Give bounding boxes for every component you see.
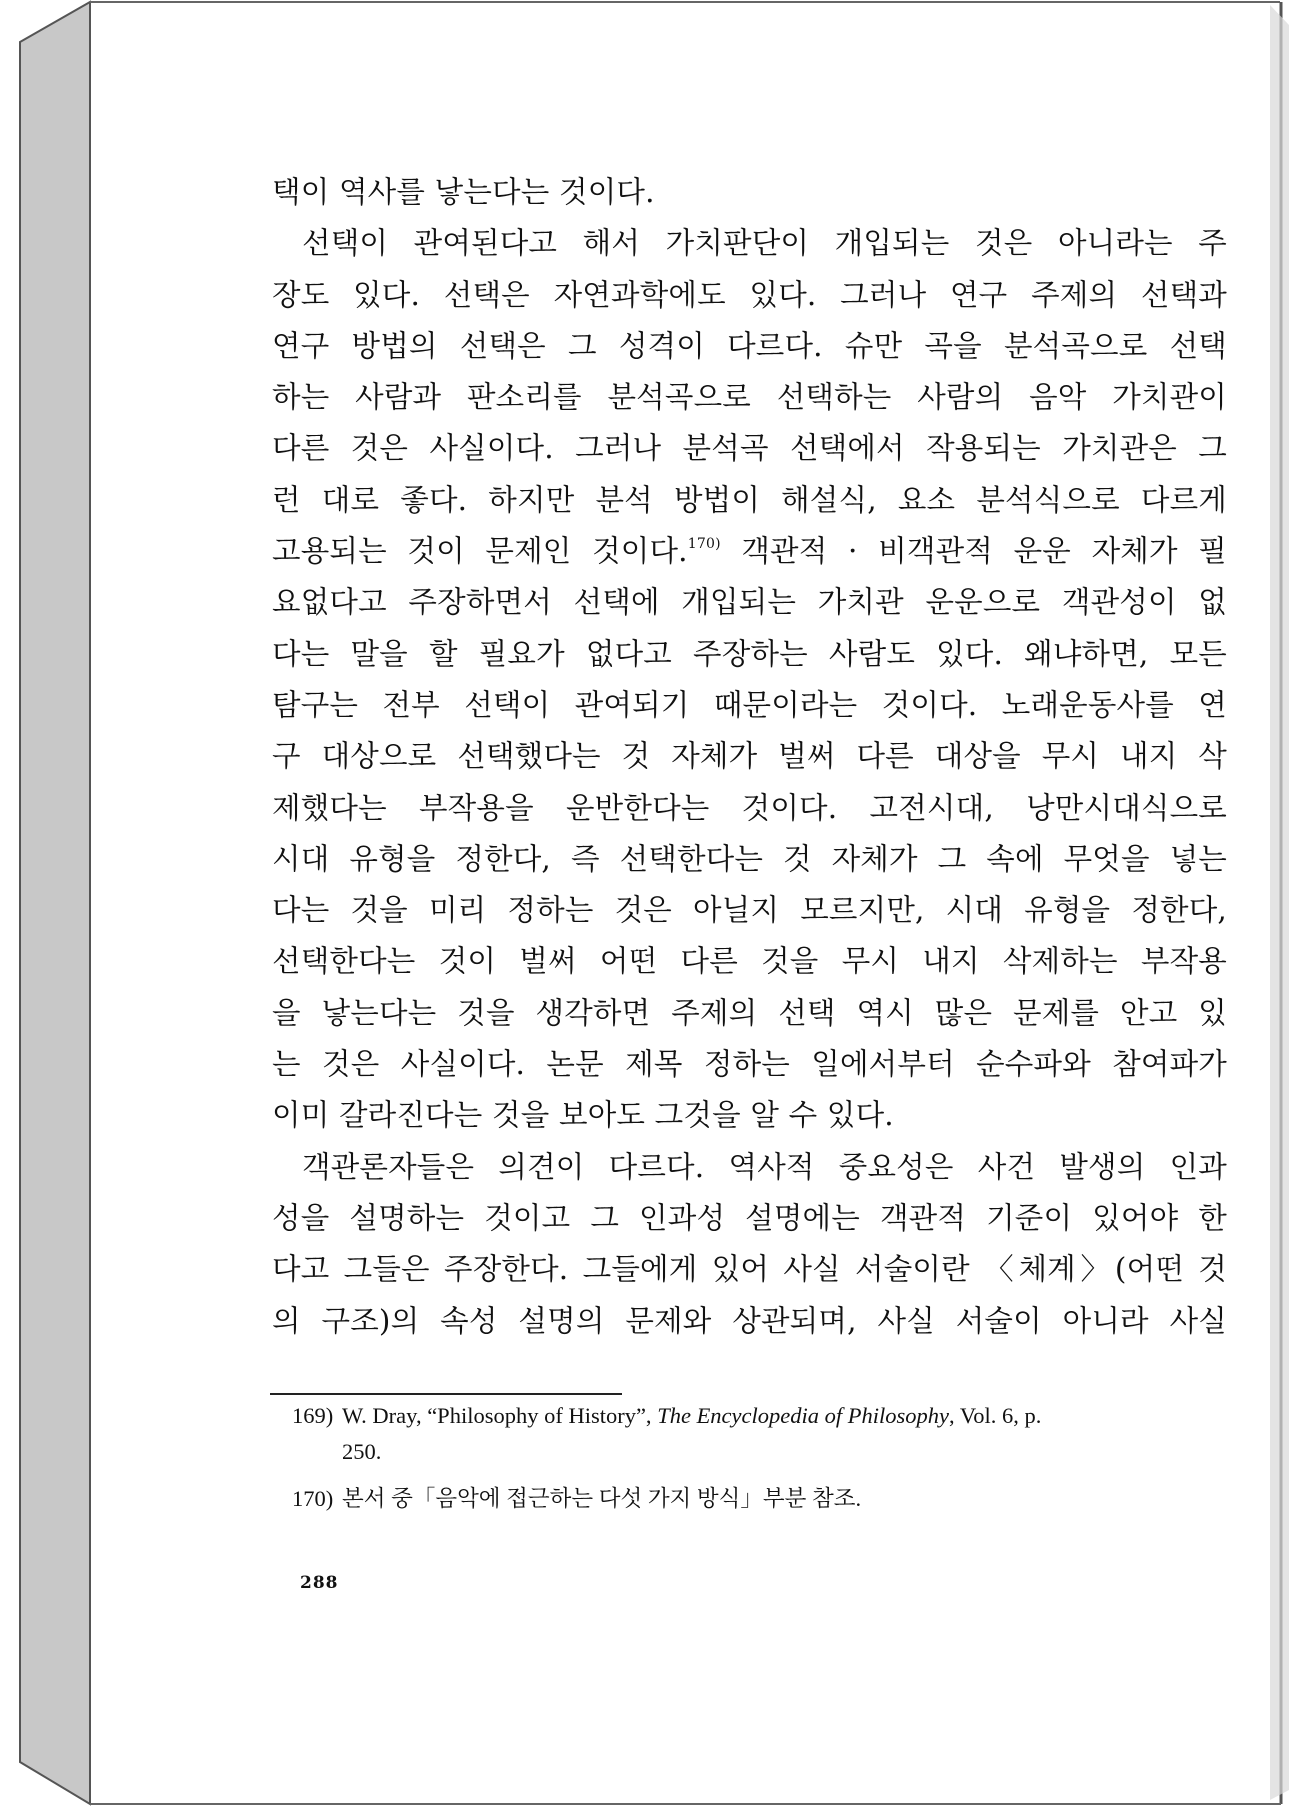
body-line: 연구 방법의 선택은 그 성격이 다르다. 슈만 곡을 분석곡으로 선택 (272, 328, 1227, 363)
body-line: 선택이 관여된다고 해서 가치판단이 개입되는 것은 아니라는 주 (302, 226, 1227, 261)
footnote-169 (292, 1398, 1227, 1470)
body-text (272, 167, 1227, 1347)
body-line: 을 낳는다는 것을 생각하면 주제의 선택 역시 많은 문제를 안고 있 (272, 995, 1227, 1030)
footnote-rule (270, 1393, 622, 1395)
footnote-text-tail: , Vol. 6, p. (949, 1403, 1042, 1428)
body-line: 장도 있다. 선택은 자연과학에도 있다. 그러나 연구 주제의 선택과 (272, 277, 1227, 312)
book-page (90, 0, 1279, 1804)
footnote-italic-title: The Encyclopedia of Philosophy (657, 1403, 949, 1428)
footnote-ref-170: 170) (687, 536, 721, 553)
footnote-text: 본서 중「음악에 접근하는 다섯 가지 방식」부분 참조. (342, 1486, 862, 1511)
footnote-text: W. Dray, “Philosophy of History”, (342, 1403, 658, 1428)
body-line: 탐구는 전부 선택이 관여되기 때문이라는 것이다. 노래운동사를 연 (272, 687, 1227, 722)
body-line: 다는 것을 미리 정하는 것은 아닐지 모르지만, 시대 유형을 정한다, (272, 893, 1227, 928)
body-line: 택이 역사를 낳는다는 것이다. (272, 175, 655, 209)
body-line: 이미 갈라진다는 것을 보아도 그것을 알 수 있다. (272, 1098, 894, 1133)
body-line: 요없다고 주장하면서 선택에 개입되는 가치관 운운으로 객관성이 없 (272, 585, 1227, 620)
body-line: 성을 설명하는 것이고 그 인과성 설명에는 객관적 기준이 있어야 한 (272, 1200, 1227, 1235)
body-line: 다고 그들은 주장한다. 그들에게 있어 사실 서술이란 〈체계〉(어떤 것 (272, 1252, 1227, 1287)
page-number: 288 (300, 1573, 339, 1593)
body-line: 선택한다는 것이 벌써 어떤 다른 것을 무시 내지 삭제하는 부작용 (272, 944, 1227, 979)
footnote-170 (292, 1481, 1227, 1517)
body-line: 다른 것은 사실이다. 그러나 분석곡 선택에서 작용되는 가치관은 그 (272, 431, 1227, 466)
body-line: 다는 말을 할 필요가 없다고 주장하는 사람도 있다. 왜냐하면, 모든 (272, 636, 1227, 671)
body-line-text: 고용되는 것이 문제인 것이다. (272, 534, 688, 569)
body-line: 는 것은 사실이다. 논문 제목 정하는 일에서부터 순수파와 참여파가 (272, 1047, 1227, 1082)
footnote-number: 169) (292, 1403, 334, 1428)
body-line: 의 구조)의 속성 설명의 문제와 상관되며, 사실 서술이 아니라 사실 (272, 1303, 1227, 1338)
body-line: 구 대상으로 선택했다는 것 자체가 벌써 다른 대상을 무시 내지 삭 (272, 739, 1227, 774)
footnote-continuation: 250. (342, 1439, 382, 1464)
footnote-number: 170) (292, 1486, 334, 1511)
body-line: 시대 유형을 정한다, 즉 선택한다는 것 자체가 그 속에 무엇을 넣는 (272, 841, 1227, 876)
body-line-tail: 객관적 · 비객관적 운운 자체가 필 (720, 534, 1227, 569)
body-line: 하는 사람과 판소리를 분석곡으로 선택하는 사람의 음악 가치관이 (272, 380, 1227, 415)
body-line: 객관론자들은 의견이 다르다. 역사적 중요성은 사건 발생의 인과 (302, 1149, 1227, 1184)
body-line-with-footnote (272, 526, 1227, 577)
body-line: 제했다는 부작용을 운반한다는 것이다. 고전시대, 낭만시대식으로 (272, 790, 1227, 825)
body-line: 런 대로 좋다. 하지만 분석 방법이 해설식, 요소 분석식으로 다르게 (272, 482, 1227, 517)
